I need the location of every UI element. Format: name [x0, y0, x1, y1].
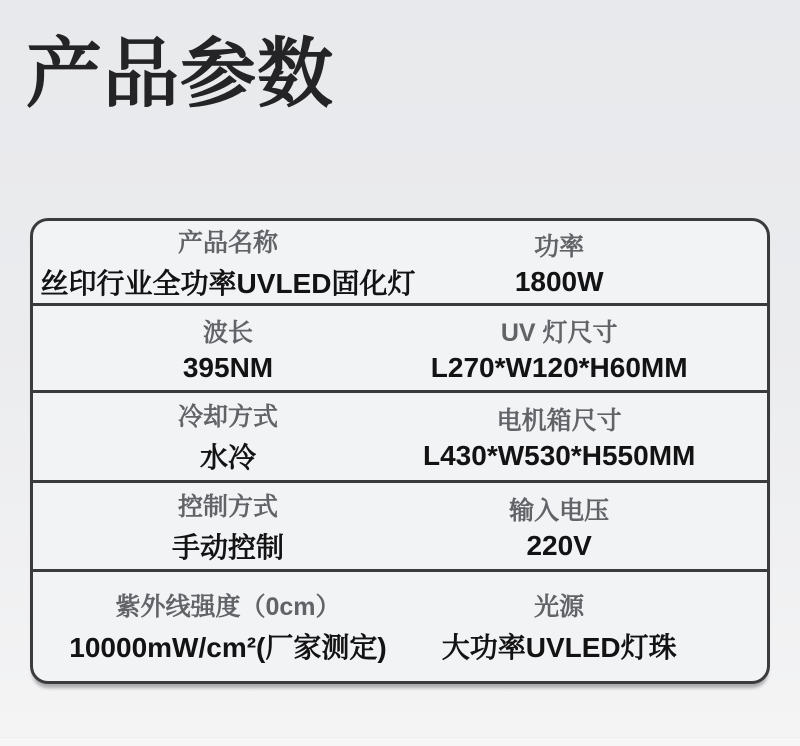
spec-value: 丝印行业全功率UVLED固化灯: [40, 267, 416, 299]
spec-cell-control-method: [33, 483, 423, 569]
spec-value: 220V: [526, 529, 592, 561]
spec-row-product-name-power: [33, 221, 769, 306]
spec-cell-motor-box-size: [423, 393, 769, 480]
spec-cell-wavelength: [33, 306, 423, 390]
spec-row-wavelength-lamp-size: [33, 306, 769, 393]
spec-label: 输入电压: [509, 496, 610, 525]
spec-value: 手动控制: [171, 531, 284, 563]
spec-value: L430*W530*H550MM: [423, 440, 696, 471]
spec-row-cooling-box-size: [33, 393, 769, 483]
spec-value: L270*W120*H60MM: [430, 351, 688, 383]
product-spec-table: [30, 218, 770, 684]
spec-label: 功率: [534, 232, 585, 261]
spec-value: 395NM: [182, 351, 274, 383]
spec-row-uv-intensity-light-source: [33, 572, 769, 681]
spec-cell-power: [423, 221, 769, 303]
spec-value: 水冷: [199, 442, 256, 473]
spec-label: 波长: [202, 318, 253, 347]
spec-label: UV 灯尺寸: [500, 318, 618, 347]
spec-label: 紫外线强度（0cm）: [115, 593, 341, 621]
spec-label: 产品名称: [177, 228, 278, 257]
spec-label: 冷却方式: [177, 403, 278, 431]
spec-cell-uv-intensity: [33, 572, 423, 681]
spec-label: 光源: [534, 593, 585, 621]
spec-cell-cooling-method: [33, 393, 423, 480]
spec-label: 控制方式: [177, 492, 278, 521]
spec-cell-uv-lamp-size: [423, 306, 769, 390]
spec-cell-light-source: [423, 572, 769, 681]
spec-label: 电机箱尺寸: [496, 407, 622, 435]
spec-value: 10000mW/cm²(厂家测定): [69, 632, 387, 663]
spec-cell-product-name: [33, 221, 423, 303]
spec-row-control-voltage: [33, 483, 769, 572]
spec-value: 大功率UVLED灯珠: [441, 632, 677, 663]
page-title: 产品参数: [26, 32, 334, 117]
spec-value: 1800W: [514, 265, 604, 297]
spec-cell-input-voltage: [423, 483, 769, 569]
section-divider: [0, 737, 800, 746]
